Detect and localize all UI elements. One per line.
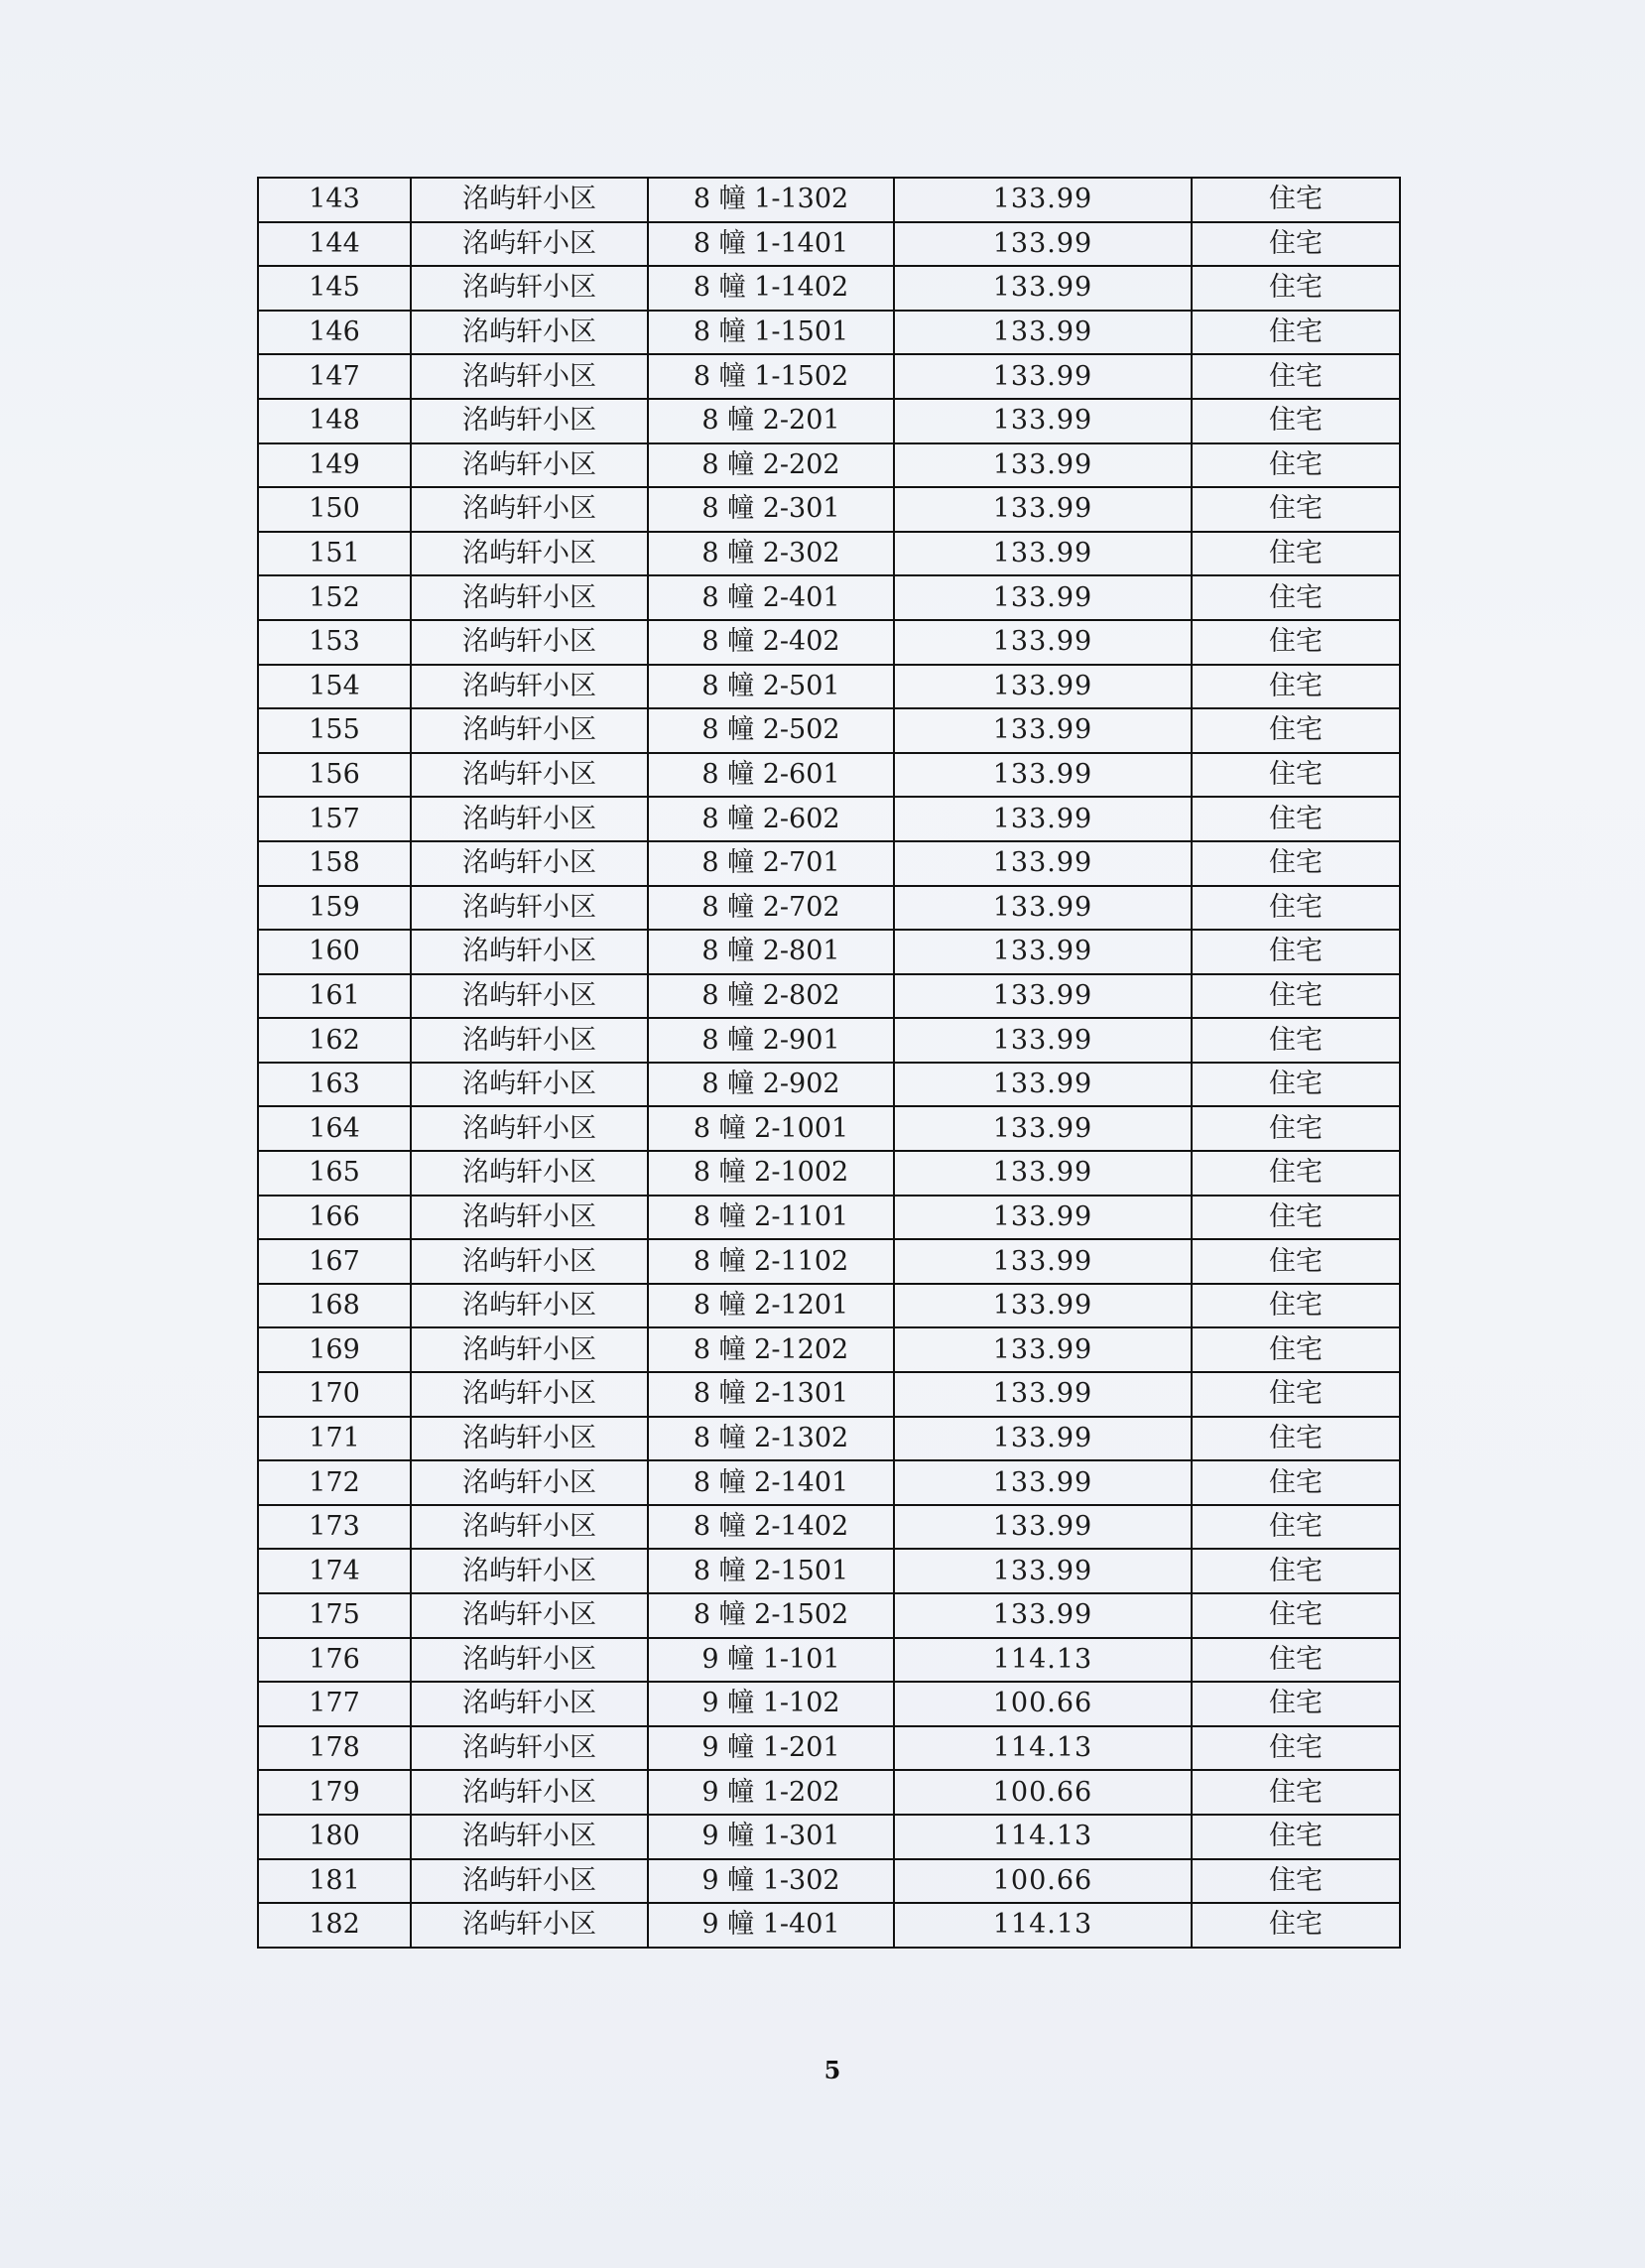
community-name-cell: 洺屿轩小区 xyxy=(411,1018,648,1063)
unit-cell: 8 幢 2-602 xyxy=(648,797,894,841)
table-row xyxy=(258,1460,1400,1505)
row-number-cell: 170 xyxy=(258,1372,411,1417)
usage-cell: 住宅 xyxy=(1192,620,1400,665)
community-name-cell: 洺屿轩小区 xyxy=(411,1726,648,1771)
area-cell: 133.99 xyxy=(894,487,1192,532)
table-row xyxy=(258,1063,1400,1107)
usage-cell: 住宅 xyxy=(1192,1726,1400,1771)
community-name-cell: 洺屿轩小区 xyxy=(411,1638,648,1683)
area-cell: 133.99 xyxy=(894,266,1192,311)
usage-cell: 住宅 xyxy=(1192,1417,1400,1461)
table-row xyxy=(258,222,1400,267)
area-cell: 100.66 xyxy=(894,1682,1192,1726)
usage-cell: 住宅 xyxy=(1192,1549,1400,1593)
row-number-cell: 159 xyxy=(258,886,411,931)
area-cell: 133.99 xyxy=(894,665,1192,709)
unit-cell: 8 幢 2-701 xyxy=(648,841,894,886)
unit-cell: 8 幢 2-1101 xyxy=(648,1196,894,1240)
row-number-cell: 161 xyxy=(258,974,411,1019)
community-name-cell: 洺屿轩小区 xyxy=(411,1372,648,1417)
row-number-cell: 152 xyxy=(258,575,411,620)
usage-cell: 住宅 xyxy=(1192,1505,1400,1550)
usage-cell: 住宅 xyxy=(1192,443,1400,488)
community-name-cell: 洺屿轩小区 xyxy=(411,797,648,841)
community-name-cell: 洺屿轩小区 xyxy=(411,930,648,974)
community-name-cell: 洺屿轩小区 xyxy=(411,753,648,798)
table-row xyxy=(258,532,1400,576)
row-number-cell: 165 xyxy=(258,1151,411,1196)
row-number-cell: 179 xyxy=(258,1770,411,1815)
area-cell: 133.99 xyxy=(894,575,1192,620)
table-row xyxy=(258,178,1400,222)
community-name-cell: 洺屿轩小区 xyxy=(411,1327,648,1372)
community-name-cell: 洺屿轩小区 xyxy=(411,1593,648,1638)
table-row xyxy=(258,1327,1400,1372)
table-row xyxy=(258,487,1400,532)
unit-cell: 9 幢 1-101 xyxy=(648,1638,894,1683)
usage-cell: 住宅 xyxy=(1192,178,1400,222)
row-number-cell: 182 xyxy=(258,1903,411,1948)
usage-cell: 住宅 xyxy=(1192,1151,1400,1196)
community-name-cell: 洺屿轩小区 xyxy=(411,1770,648,1815)
row-number-cell: 169 xyxy=(258,1327,411,1372)
row-number-cell: 157 xyxy=(258,797,411,841)
row-number-cell: 175 xyxy=(258,1593,411,1638)
usage-cell: 住宅 xyxy=(1192,1903,1400,1948)
row-number-cell: 167 xyxy=(258,1239,411,1284)
usage-cell: 住宅 xyxy=(1192,974,1400,1019)
row-number-cell: 154 xyxy=(258,665,411,709)
row-number-cell: 176 xyxy=(258,1638,411,1683)
usage-cell: 住宅 xyxy=(1192,1284,1400,1328)
community-name-cell: 洺屿轩小区 xyxy=(411,1549,648,1593)
table-row xyxy=(258,354,1400,399)
community-name-cell: 洺屿轩小区 xyxy=(411,1417,648,1461)
unit-cell: 8 幢 2-1402 xyxy=(648,1505,894,1550)
usage-cell: 住宅 xyxy=(1192,354,1400,399)
unit-cell: 8 幢 2-401 xyxy=(648,575,894,620)
area-cell: 133.99 xyxy=(894,797,1192,841)
row-number-cell: 162 xyxy=(258,1018,411,1063)
table-row xyxy=(258,930,1400,974)
area-cell: 133.99 xyxy=(894,753,1192,798)
community-name-cell: 洺屿轩小区 xyxy=(411,266,648,311)
row-number-cell: 149 xyxy=(258,443,411,488)
community-name-cell: 洺屿轩小区 xyxy=(411,1239,648,1284)
row-number-cell: 148 xyxy=(258,399,411,443)
row-number-cell: 144 xyxy=(258,222,411,267)
community-name-cell: 洺屿轩小区 xyxy=(411,532,648,576)
community-name-cell: 洺屿轩小区 xyxy=(411,1460,648,1505)
usage-cell: 住宅 xyxy=(1192,1460,1400,1505)
table-row xyxy=(258,1593,1400,1638)
row-number-cell: 145 xyxy=(258,266,411,311)
area-cell: 133.99 xyxy=(894,1284,1192,1328)
usage-cell: 住宅 xyxy=(1192,532,1400,576)
unit-cell: 9 幢 1-301 xyxy=(648,1815,894,1859)
usage-cell: 住宅 xyxy=(1192,1815,1400,1859)
unit-cell: 8 幢 1-1302 xyxy=(648,178,894,222)
area-cell: 114.13 xyxy=(894,1638,1192,1683)
usage-cell: 住宅 xyxy=(1192,311,1400,355)
unit-cell: 8 幢 2-202 xyxy=(648,443,894,488)
area-cell: 133.99 xyxy=(894,443,1192,488)
table-body xyxy=(258,178,1400,1948)
area-cell: 100.66 xyxy=(894,1859,1192,1904)
table-row xyxy=(258,797,1400,841)
usage-cell: 住宅 xyxy=(1192,1638,1400,1683)
community-name-cell: 洺屿轩小区 xyxy=(411,1682,648,1726)
community-name-cell: 洺屿轩小区 xyxy=(411,974,648,1019)
table-row xyxy=(258,1151,1400,1196)
unit-cell: 8 幢 1-1402 xyxy=(648,266,894,311)
usage-cell: 住宅 xyxy=(1192,1682,1400,1726)
area-cell: 133.99 xyxy=(894,841,1192,886)
area-cell: 133.99 xyxy=(894,708,1192,753)
table-row xyxy=(258,753,1400,798)
unit-cell: 8 幢 2-1202 xyxy=(648,1327,894,1372)
community-name-cell: 洺屿轩小区 xyxy=(411,1063,648,1107)
table-row xyxy=(258,1417,1400,1461)
area-cell: 133.99 xyxy=(894,1593,1192,1638)
community-name-cell: 洺屿轩小区 xyxy=(411,1196,648,1240)
usage-cell: 住宅 xyxy=(1192,797,1400,841)
area-cell: 133.99 xyxy=(894,1417,1192,1461)
table-row xyxy=(258,708,1400,753)
area-cell: 114.13 xyxy=(894,1726,1192,1771)
table-row xyxy=(258,1284,1400,1328)
unit-cell: 8 幢 2-1001 xyxy=(648,1106,894,1151)
table-row xyxy=(258,1903,1400,1948)
unit-cell: 8 幢 1-1501 xyxy=(648,311,894,355)
table-row xyxy=(258,1682,1400,1726)
table-row xyxy=(258,1106,1400,1151)
unit-cell: 8 幢 2-1102 xyxy=(648,1239,894,1284)
usage-cell: 住宅 xyxy=(1192,399,1400,443)
usage-cell: 住宅 xyxy=(1192,1327,1400,1372)
community-name-cell: 洺屿轩小区 xyxy=(411,311,648,355)
area-cell: 133.99 xyxy=(894,1239,1192,1284)
unit-cell: 8 幢 1-1502 xyxy=(648,354,894,399)
table-row xyxy=(258,399,1400,443)
unit-cell: 8 幢 2-1501 xyxy=(648,1549,894,1593)
community-name-cell: 洺屿轩小区 xyxy=(411,443,648,488)
usage-cell: 住宅 xyxy=(1192,886,1400,931)
area-cell: 133.99 xyxy=(894,1018,1192,1063)
community-name-cell: 洺屿轩小区 xyxy=(411,620,648,665)
row-number-cell: 173 xyxy=(258,1505,411,1550)
unit-cell: 8 幢 2-1201 xyxy=(648,1284,894,1328)
community-name-cell: 洺屿轩小区 xyxy=(411,841,648,886)
usage-cell: 住宅 xyxy=(1192,1239,1400,1284)
community-name-cell: 洺屿轩小区 xyxy=(411,575,648,620)
unit-cell: 8 幢 2-702 xyxy=(648,886,894,931)
row-number-cell: 171 xyxy=(258,1417,411,1461)
area-cell: 133.99 xyxy=(894,974,1192,1019)
area-cell: 133.99 xyxy=(894,1372,1192,1417)
area-cell: 133.99 xyxy=(894,1106,1192,1151)
table-row xyxy=(258,841,1400,886)
area-cell: 133.99 xyxy=(894,399,1192,443)
community-name-cell: 洺屿轩小区 xyxy=(411,1151,648,1196)
row-number-cell: 177 xyxy=(258,1682,411,1726)
table-row xyxy=(258,1726,1400,1771)
table-row xyxy=(258,1549,1400,1593)
unit-cell: 8 幢 2-1502 xyxy=(648,1593,894,1638)
community-name-cell: 洺屿轩小区 xyxy=(411,354,648,399)
unit-cell: 8 幢 2-901 xyxy=(648,1018,894,1063)
table-row xyxy=(258,620,1400,665)
usage-cell: 住宅 xyxy=(1192,1593,1400,1638)
table-row xyxy=(258,266,1400,311)
unit-cell: 8 幢 2-1301 xyxy=(648,1372,894,1417)
usage-cell: 住宅 xyxy=(1192,665,1400,709)
unit-cell: 9 幢 1-401 xyxy=(648,1903,894,1948)
community-name-cell: 洺屿轩小区 xyxy=(411,886,648,931)
community-name-cell: 洺屿轩小区 xyxy=(411,1106,648,1151)
area-cell: 133.99 xyxy=(894,1505,1192,1550)
unit-cell: 8 幢 2-1302 xyxy=(648,1417,894,1461)
unit-cell: 9 幢 1-302 xyxy=(648,1859,894,1904)
community-name-cell: 洺屿轩小区 xyxy=(411,222,648,267)
usage-cell: 住宅 xyxy=(1192,1018,1400,1063)
table-row xyxy=(258,665,1400,709)
table-row xyxy=(258,886,1400,931)
community-name-cell: 洺屿轩小区 xyxy=(411,1903,648,1948)
unit-cell: 9 幢 1-202 xyxy=(648,1770,894,1815)
unit-cell: 8 幢 2-1401 xyxy=(648,1460,894,1505)
unit-cell: 8 幢 2-801 xyxy=(648,930,894,974)
table-row xyxy=(258,1815,1400,1859)
area-cell: 133.99 xyxy=(894,354,1192,399)
usage-cell: 住宅 xyxy=(1192,1372,1400,1417)
unit-cell: 8 幢 2-201 xyxy=(648,399,894,443)
table-row xyxy=(258,1196,1400,1240)
table-row xyxy=(258,1018,1400,1063)
row-number-cell: 155 xyxy=(258,708,411,753)
unit-cell: 8 幢 2-1002 xyxy=(648,1151,894,1196)
unit-cell: 8 幢 2-302 xyxy=(648,532,894,576)
usage-cell: 住宅 xyxy=(1192,930,1400,974)
area-cell: 114.13 xyxy=(894,1903,1192,1948)
row-number-cell: 160 xyxy=(258,930,411,974)
unit-cell: 8 幢 2-402 xyxy=(648,620,894,665)
unit-cell: 8 幢 2-502 xyxy=(648,708,894,753)
usage-cell: 住宅 xyxy=(1192,1106,1400,1151)
usage-cell: 住宅 xyxy=(1192,266,1400,311)
usage-cell: 住宅 xyxy=(1192,1063,1400,1107)
row-number-cell: 163 xyxy=(258,1063,411,1107)
usage-cell: 住宅 xyxy=(1192,753,1400,798)
area-cell: 114.13 xyxy=(894,1815,1192,1859)
unit-cell: 9 幢 1-102 xyxy=(648,1682,894,1726)
community-name-cell: 洺屿轩小区 xyxy=(411,178,648,222)
usage-cell: 住宅 xyxy=(1192,1196,1400,1240)
row-number-cell: 164 xyxy=(258,1106,411,1151)
table-row xyxy=(258,974,1400,1019)
page-number: 5 xyxy=(823,2056,841,2084)
community-name-cell: 洺屿轩小区 xyxy=(411,1505,648,1550)
area-cell: 133.99 xyxy=(894,1327,1192,1372)
usage-cell: 住宅 xyxy=(1192,222,1400,267)
table-row xyxy=(258,1239,1400,1284)
community-name-cell: 洺屿轩小区 xyxy=(411,399,648,443)
row-number-cell: 181 xyxy=(258,1859,411,1904)
area-cell: 133.99 xyxy=(894,222,1192,267)
unit-cell: 8 幢 2-501 xyxy=(648,665,894,709)
area-cell: 133.99 xyxy=(894,1063,1192,1107)
community-name-cell: 洺屿轩小区 xyxy=(411,1815,648,1859)
area-cell: 133.99 xyxy=(894,1196,1192,1240)
row-number-cell: 156 xyxy=(258,753,411,798)
unit-cell: 8 幢 2-601 xyxy=(648,753,894,798)
table-row xyxy=(258,1505,1400,1550)
row-number-cell: 150 xyxy=(258,487,411,532)
row-number-cell: 143 xyxy=(258,178,411,222)
area-cell: 133.99 xyxy=(894,178,1192,222)
area-cell: 133.99 xyxy=(894,1460,1192,1505)
row-number-cell: 178 xyxy=(258,1726,411,1771)
area-cell: 100.66 xyxy=(894,1770,1192,1815)
row-number-cell: 172 xyxy=(258,1460,411,1505)
table-row xyxy=(258,1638,1400,1683)
area-cell: 133.99 xyxy=(894,930,1192,974)
row-number-cell: 168 xyxy=(258,1284,411,1328)
community-name-cell: 洺屿轩小区 xyxy=(411,665,648,709)
row-number-cell: 174 xyxy=(258,1549,411,1593)
usage-cell: 住宅 xyxy=(1192,708,1400,753)
community-name-cell: 洺屿轩小区 xyxy=(411,487,648,532)
table-row xyxy=(258,1770,1400,1815)
community-name-cell: 洺屿轩小区 xyxy=(411,1284,648,1328)
usage-cell: 住宅 xyxy=(1192,1770,1400,1815)
unit-cell: 8 幢 1-1401 xyxy=(648,222,894,267)
unit-cell: 8 幢 2-301 xyxy=(648,487,894,532)
area-cell: 133.99 xyxy=(894,620,1192,665)
unit-cell: 9 幢 1-201 xyxy=(648,1726,894,1771)
table-row xyxy=(258,311,1400,355)
table-row xyxy=(258,575,1400,620)
usage-cell: 住宅 xyxy=(1192,487,1400,532)
unit-cell: 8 幢 2-802 xyxy=(648,974,894,1019)
row-number-cell: 153 xyxy=(258,620,411,665)
property-list-table xyxy=(257,177,1401,1949)
row-number-cell: 147 xyxy=(258,354,411,399)
row-number-cell: 158 xyxy=(258,841,411,886)
table-row xyxy=(258,1859,1400,1904)
unit-cell: 8 幢 2-902 xyxy=(648,1063,894,1107)
row-number-cell: 180 xyxy=(258,1815,411,1859)
row-number-cell: 151 xyxy=(258,532,411,576)
community-name-cell: 洺屿轩小区 xyxy=(411,708,648,753)
usage-cell: 住宅 xyxy=(1192,575,1400,620)
row-number-cell: 146 xyxy=(258,311,411,355)
usage-cell: 住宅 xyxy=(1192,841,1400,886)
area-cell: 133.99 xyxy=(894,886,1192,931)
area-cell: 133.99 xyxy=(894,1549,1192,1593)
area-cell: 133.99 xyxy=(894,311,1192,355)
area-cell: 133.99 xyxy=(894,1151,1192,1196)
table-row xyxy=(258,443,1400,488)
table-row xyxy=(258,1372,1400,1417)
area-cell: 133.99 xyxy=(894,532,1192,576)
community-name-cell: 洺屿轩小区 xyxy=(411,1859,648,1904)
row-number-cell: 166 xyxy=(258,1196,411,1240)
usage-cell: 住宅 xyxy=(1192,1859,1400,1904)
